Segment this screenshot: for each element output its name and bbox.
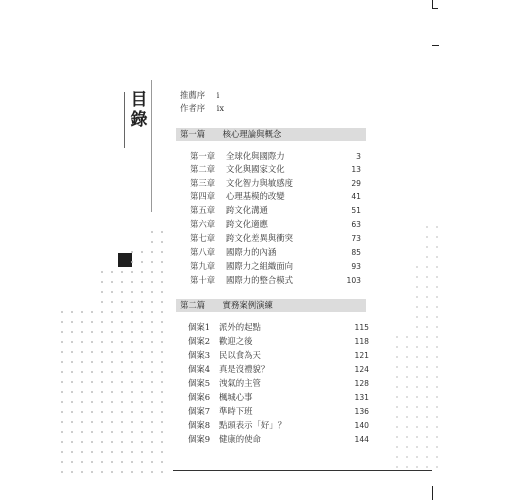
chapter-page: 73 [351, 234, 361, 243]
case-page: 115 [354, 323, 369, 332]
chapter-number: 第十章 [190, 275, 216, 285]
part-heading [176, 128, 366, 141]
chapter-title: 跨文化適應 [226, 219, 268, 229]
chapter-title: 文化智力與敏感度 [226, 178, 293, 188]
toc-entry-case [188, 335, 369, 348]
chapter-number: 第八章 [190, 247, 216, 257]
toc-entry-case [188, 405, 369, 418]
case-page: 131 [354, 393, 369, 402]
case-number: 個案1 [188, 322, 211, 332]
chapter-page: 51 [351, 206, 361, 215]
case-page: 136 [354, 407, 369, 416]
chapter-number: 第一章 [190, 151, 216, 161]
case-number: 個案6 [188, 392, 211, 402]
chapter-page: 13 [351, 165, 361, 174]
crop-mark [432, 8, 438, 9]
chapter-number: 第九章 [190, 261, 216, 271]
case-page: 140 [354, 421, 369, 430]
decorative-square [118, 253, 132, 267]
chapter-number: 第六章 [190, 219, 216, 229]
chapter-page: 93 [351, 262, 361, 271]
case-title: 歡迎之後 [219, 336, 253, 346]
toc-entry-chapter [190, 260, 361, 273]
toc-title-char: 目 [130, 90, 148, 110]
toc-entry-chapter [190, 232, 361, 245]
chapter-page: 63 [351, 220, 361, 229]
entry-label: 作者序 [180, 103, 206, 113]
case-title: 楓城心事 [219, 392, 253, 402]
case-page: 121 [354, 351, 369, 360]
chapter-title: 跨文化溝通 [226, 205, 268, 215]
chapter-title: 國際力之組織面向 [226, 261, 293, 271]
case-title: 真是沒禮貌？ [219, 364, 270, 374]
crop-mark [432, 45, 439, 46]
case-page: 128 [354, 379, 369, 388]
chapter-title: 心理基模的改變 [226, 191, 285, 201]
toc-entry-case [188, 419, 369, 432]
case-title: 派外的起點 [219, 322, 261, 332]
toc-entry-chapter [190, 150, 361, 163]
chapter-page: 41 [351, 192, 361, 201]
footer-rule [173, 470, 432, 471]
case-number: 個案7 [188, 406, 211, 416]
toc-title [127, 90, 151, 130]
case-number: 個案9 [188, 434, 211, 444]
entry-label: 推薦序 [180, 90, 206, 100]
chapter-number: 第四章 [190, 191, 216, 201]
entry-page: ix [216, 103, 225, 113]
chapter-page: 103 [346, 276, 361, 285]
toc-entry-chapter [190, 163, 361, 176]
toc-entry-case [188, 377, 369, 390]
title-rule [124, 92, 125, 148]
chapter-title: 全球化與國際力 [226, 151, 285, 161]
title-rule [151, 80, 152, 212]
toc-entry-chapter [190, 177, 361, 190]
case-page: 144 [354, 435, 369, 444]
toc-entry-case [188, 363, 369, 376]
toc-entry-case [188, 391, 369, 404]
case-number: 個案3 [188, 350, 211, 360]
toc-title-char: 錄 [130, 110, 148, 130]
toc-entry-author-preface [180, 102, 224, 115]
chapter-number: 第七章 [190, 233, 216, 243]
case-title: 準時下班 [219, 406, 253, 416]
case-number: 個案4 [188, 364, 211, 374]
toc-entry-chapter [190, 190, 361, 203]
case-title: 民以食為天 [219, 350, 261, 360]
chapter-number: 第二章 [190, 164, 216, 174]
dot-pattern-right [395, 225, 445, 470]
case-number: 個案2 [188, 336, 211, 346]
chapter-number: 第三章 [190, 178, 216, 188]
part-number: 第二篇 [180, 300, 206, 310]
toc-entry-chapter [190, 204, 361, 217]
chapter-title: 國際力的整合模式 [226, 275, 293, 285]
chapter-title: 跨文化差異與衝突 [226, 233, 293, 243]
case-page: 124 [354, 365, 369, 374]
dot-pattern-left [60, 230, 170, 480]
crop-mark [432, 486, 433, 500]
case-title: 洩氣的主管 [219, 378, 261, 388]
toc-entry-case [188, 433, 369, 446]
part-title: 核心理論與概念 [222, 129, 282, 139]
case-title: 點頭表示「好」？ [219, 420, 286, 430]
chapter-page: 29 [351, 179, 361, 188]
part-heading [176, 299, 366, 312]
chapter-number: 第五章 [190, 205, 216, 215]
toc-entry-chapter [190, 274, 361, 287]
entry-page: i [216, 90, 220, 100]
chapter-title: 文化與國家文化 [226, 164, 285, 174]
case-page: 118 [354, 337, 369, 346]
part-number: 第一篇 [180, 129, 206, 139]
chapter-page: 85 [351, 248, 361, 257]
toc-entry-preface [180, 89, 219, 102]
case-number: 個案8 [188, 420, 211, 430]
case-number: 個案5 [188, 378, 211, 388]
toc-entry-case [188, 349, 369, 362]
chapter-page: 3 [356, 152, 361, 161]
toc-entry-chapter [190, 218, 361, 231]
case-title: 健康的使命 [219, 434, 261, 444]
toc-entry-chapter [190, 246, 361, 259]
part-title: 實務案例演練 [222, 300, 273, 310]
chapter-title: 國際力的內涵 [226, 247, 277, 257]
toc-entry-case [188, 321, 369, 334]
